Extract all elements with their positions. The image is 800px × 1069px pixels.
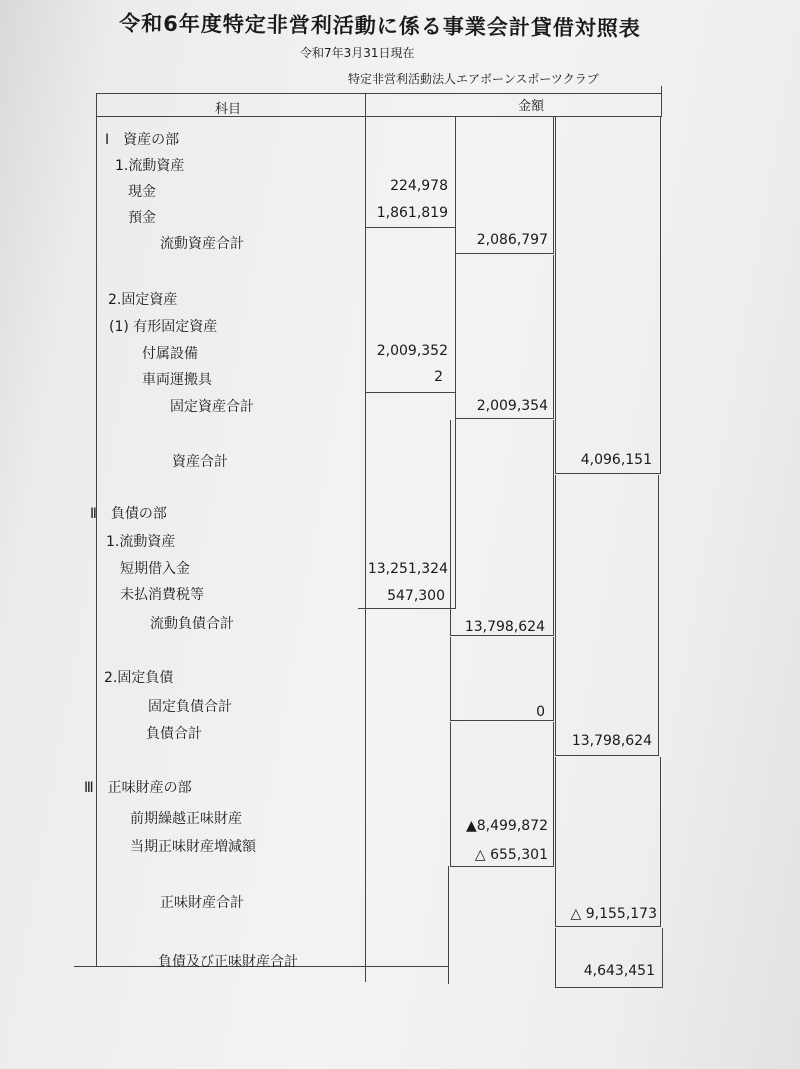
current-liabilities-heading: 1.流動資産 (106, 534, 176, 550)
assets-section-heading: Ⅰ 資産の部 (105, 132, 180, 148)
fixed-liabilities-heading: 2.固定負債 (104, 670, 174, 686)
grand-total-value: 4,643,451 (583, 963, 655, 979)
net-assets-total-value: △ 9,155,173 (570, 906, 657, 922)
current-liabilities-total-label: 流動負債合計 (150, 616, 234, 632)
net-assets-change-value: △ 655,301 (474, 847, 548, 863)
fixed-liabilities-total-label: 固定負債合計 (148, 699, 232, 715)
current-assets-total-value: 2,086,797 (476, 232, 548, 248)
page-title: 令和6年度特定非営利活動に係る事業会計貸借対照表 (119, 11, 641, 41)
deposits-value: 1,861,819 (376, 205, 448, 221)
current-assets-heading: 1.流動資産 (115, 158, 185, 174)
equipment-value: 2,009,352 (376, 343, 448, 359)
assets-total-value: 4,096,151 (580, 452, 652, 468)
cash-label: 現金 (128, 184, 156, 200)
deposits-label: 預金 (128, 210, 156, 226)
cash-value: 224,978 (390, 178, 448, 194)
organization-name: 特定非営利活動法人エアボーンスポーツクラブ (348, 72, 599, 86)
report-date: 令和7年3月31日現在 (300, 46, 415, 60)
assets-total-label: 資産合計 (172, 454, 228, 470)
tangible-fixed-assets-heading: (1) 有形固定資産 (109, 319, 218, 335)
vehicle-value: 2 (434, 369, 443, 385)
fixed-assets-total-label: 固定資産合計 (170, 399, 254, 415)
short-term-loan-label: 短期借入金 (120, 561, 190, 577)
liabilities-section-heading: Ⅱ 負債の部 (90, 506, 167, 522)
prior-net-assets-label: 前期繰越正味財産 (130, 811, 242, 827)
fixed-assets-heading: 2.固定資産 (108, 292, 178, 308)
fixed-liabilities-total-value: 0 (536, 704, 545, 720)
unpaid-tax-value: 547,300 (387, 588, 445, 604)
liabilities-total-label: 負債合計 (146, 726, 202, 742)
current-assets-total-label: 流動資産合計 (160, 236, 244, 252)
equipment-label: 付属設備 (142, 346, 198, 362)
short-term-loan-value: 13,251,324 (367, 561, 448, 577)
net-assets-change-label: 当期正味財産増減額 (130, 839, 256, 855)
liabilities-total-value: 13,798,624 (571, 733, 652, 749)
grand-total-label: 負債及び正味財産合計 (158, 954, 298, 970)
amount-column-header: 金額 (518, 99, 545, 114)
subject-column-header: 科目 (215, 102, 242, 117)
net-assets-section-heading: Ⅲ 正味財産の部 (84, 780, 192, 796)
fixed-assets-total-value: 2,009,354 (476, 398, 548, 414)
prior-net-assets-value: ▲8,499,872 (465, 818, 548, 834)
vehicle-label: 車両運搬具 (142, 372, 212, 388)
current-liabilities-total-value: 13,798,624 (464, 619, 545, 635)
unpaid-tax-label: 未払消費税等 (120, 587, 204, 603)
net-assets-total-label: 正味財産合計 (160, 895, 244, 911)
